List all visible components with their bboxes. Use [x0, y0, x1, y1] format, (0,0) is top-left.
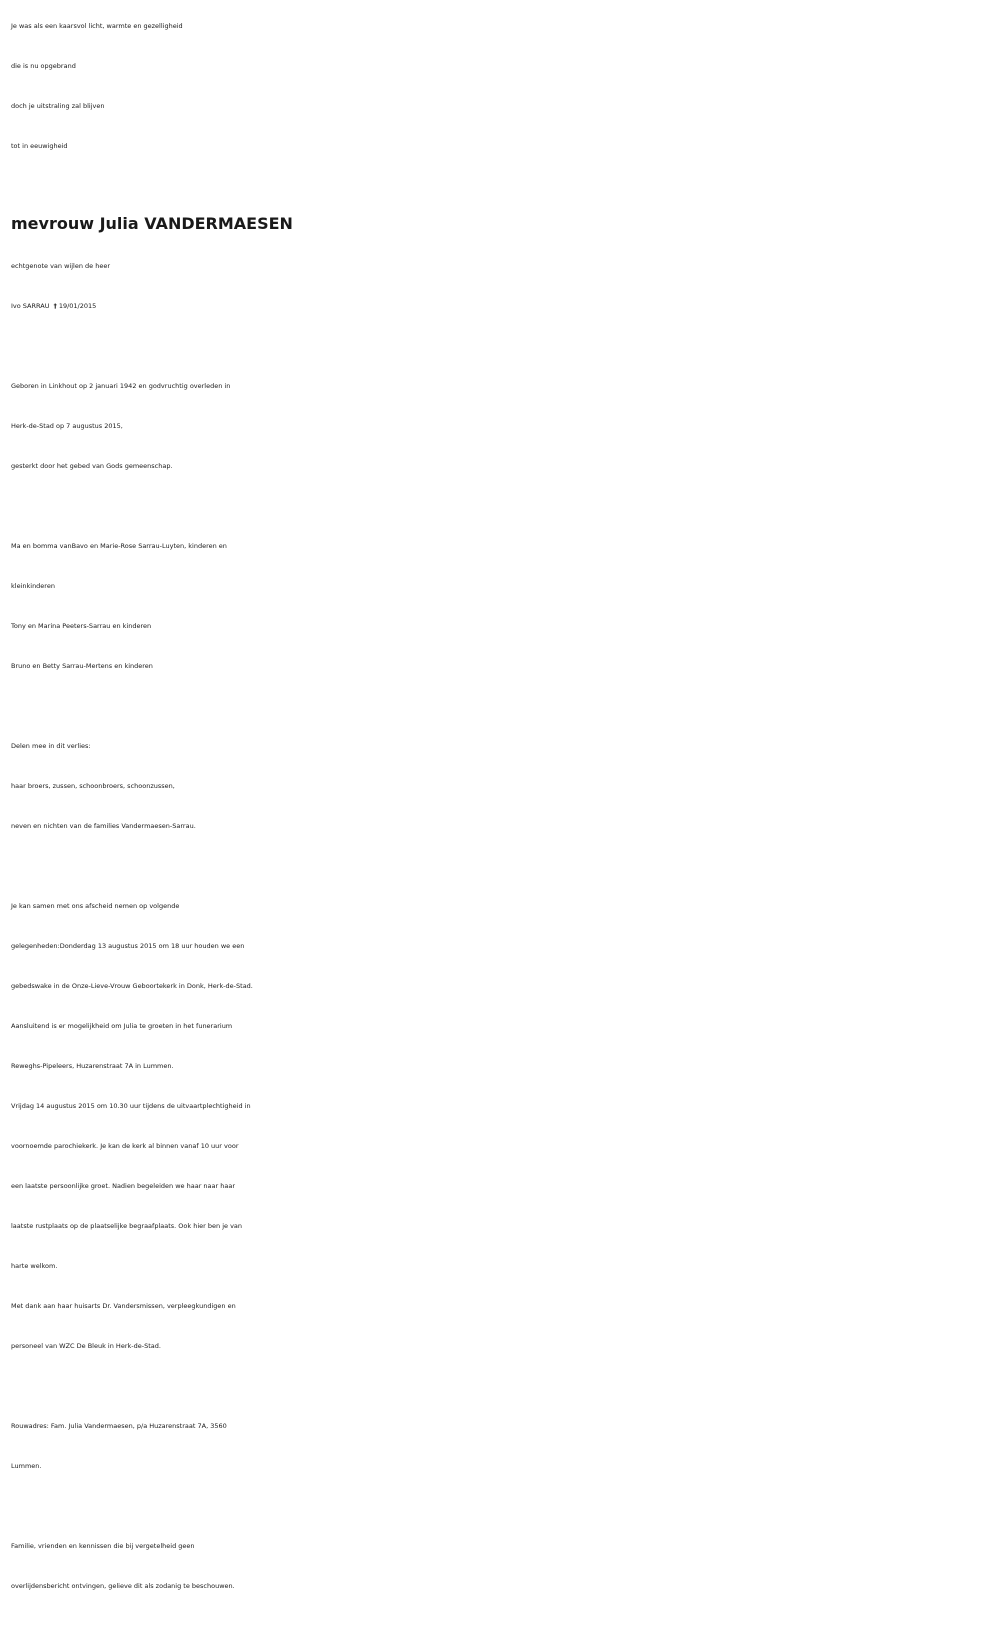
- paragraph-line: Bruno en Betty Sarrau-Mertens en kinderen: [11, 662, 153, 670]
- poem-line: Je was als een kaarsvol licht, warmte en gezelligheid: [11, 22, 183, 30]
- spouse-line: echtgenote van wijlen de heer: [11, 262, 110, 270]
- poem: [11, 6, 991, 166]
- paragraph-line: gesterkt door het gebed van Gods gemeenschap.: [11, 462, 173, 470]
- paragraph-line: kleinkinderen: [11, 582, 55, 590]
- paragraph-line: voornoemde parochiekerk. Je kan de kerk al binnen vanaf 10 uur voor: [11, 1142, 239, 1150]
- deceased-name: mevrouw Julia VANDERMAESEN: [11, 214, 293, 233]
- paragraph-line: Geboren in Linkhout op 2 januari 1942 en godvruchtig overleden in: [11, 382, 231, 390]
- paragraph-line: Delen mee in dit verlies:: [11, 742, 91, 750]
- paragraph-line: Ma en bomma vanBavo en Marie-Rose Sarrau-Luyten, kinderen en: [11, 542, 227, 550]
- paragraph-line: harte welkom.: [11, 1262, 58, 1270]
- paragraph-line: Reweghs-Pipeleers, Huzarenstraat 7A in Lummen.: [11, 1062, 174, 1070]
- paragraph-line: haar broers, zussen, schoonbroers, schoonzussen,: [11, 782, 175, 790]
- paragraph-line: gelegenheden:Donderdag 13 augustus 2015 om 18 uur houden we een: [11, 942, 245, 950]
- poem-line: tot in eeuwigheid: [11, 142, 68, 150]
- spouse-death-date: 19/01/2015: [58, 302, 97, 310]
- poem-line: die is nu opgebrand: [11, 62, 76, 70]
- poem-line: doch je uitstraling zal blijven: [11, 102, 105, 110]
- spouse-name-line: [11, 286, 991, 326]
- paragraph-line: een laatste persoonlijke groet. Nadien begeleiden we haar naar haar: [11, 1182, 236, 1190]
- paragraph-line: personeel van WZC De Bleuk in Herk-de-Stad.: [11, 1342, 161, 1350]
- paragraph-line: neven en nichten van de families Vandermaesen-Sarrau.: [11, 822, 196, 830]
- obituary-notice: [11, 6, 991, 1606]
- sharing-paragraph: [11, 726, 991, 846]
- ceremony-paragraph: [11, 886, 991, 1366]
- paragraph-line: laatste rustplaats op de plaatselijke begraafplaats. Ook hier ben je van: [11, 1222, 243, 1230]
- birth-death-paragraph: [11, 366, 991, 486]
- paragraph-line: gebedswake in de Onze-Lieve-Vrouw Geboortekerk in Donk, Herk-de-Stad.: [11, 982, 253, 990]
- paragraph-line: Vrijdag 14 augustus 2015 om 10.30 uur tijdens de uitvaartplechtigheid in: [11, 1102, 251, 1110]
- paragraph-line: Met dank aan haar huisarts Dr. Vandersmissen, verpleegkundigen en: [11, 1302, 236, 1310]
- cross-icon: †: [53, 302, 57, 310]
- spouse-name: Ivo SARRAU: [11, 302, 50, 310]
- paragraph-line: Herk-de-Stad op 7 augustus 2015,: [11, 422, 123, 430]
- address-paragraph: [11, 1406, 991, 1486]
- paragraph-line: Aansluitend is er mogelijkheid om Julia te groeten in het funerarium: [11, 1022, 233, 1030]
- paragraph-line: Lummen.: [11, 1462, 42, 1470]
- paragraph-line: Je kan samen met ons afscheid nemen op volgende: [11, 902, 180, 910]
- spouse-info: [11, 246, 991, 326]
- paragraph-line: Rouwadres: Fam. Julia Vandermaesen, p/a Huzarenstraat 7A, 3560: [11, 1422, 227, 1430]
- paragraph-line: overlijdensbericht ontvingen, gelieve dit als zodanig te beschouwen.: [11, 1582, 235, 1590]
- paragraph-line: Familie, vrienden en kennissen die bij vergetelheid geen: [11, 1542, 195, 1550]
- family-paragraph: [11, 526, 991, 686]
- paragraph-line: Tony en Marina Peeters-Sarrau en kinderen: [11, 622, 152, 630]
- notice-paragraph: [11, 1526, 991, 1606]
